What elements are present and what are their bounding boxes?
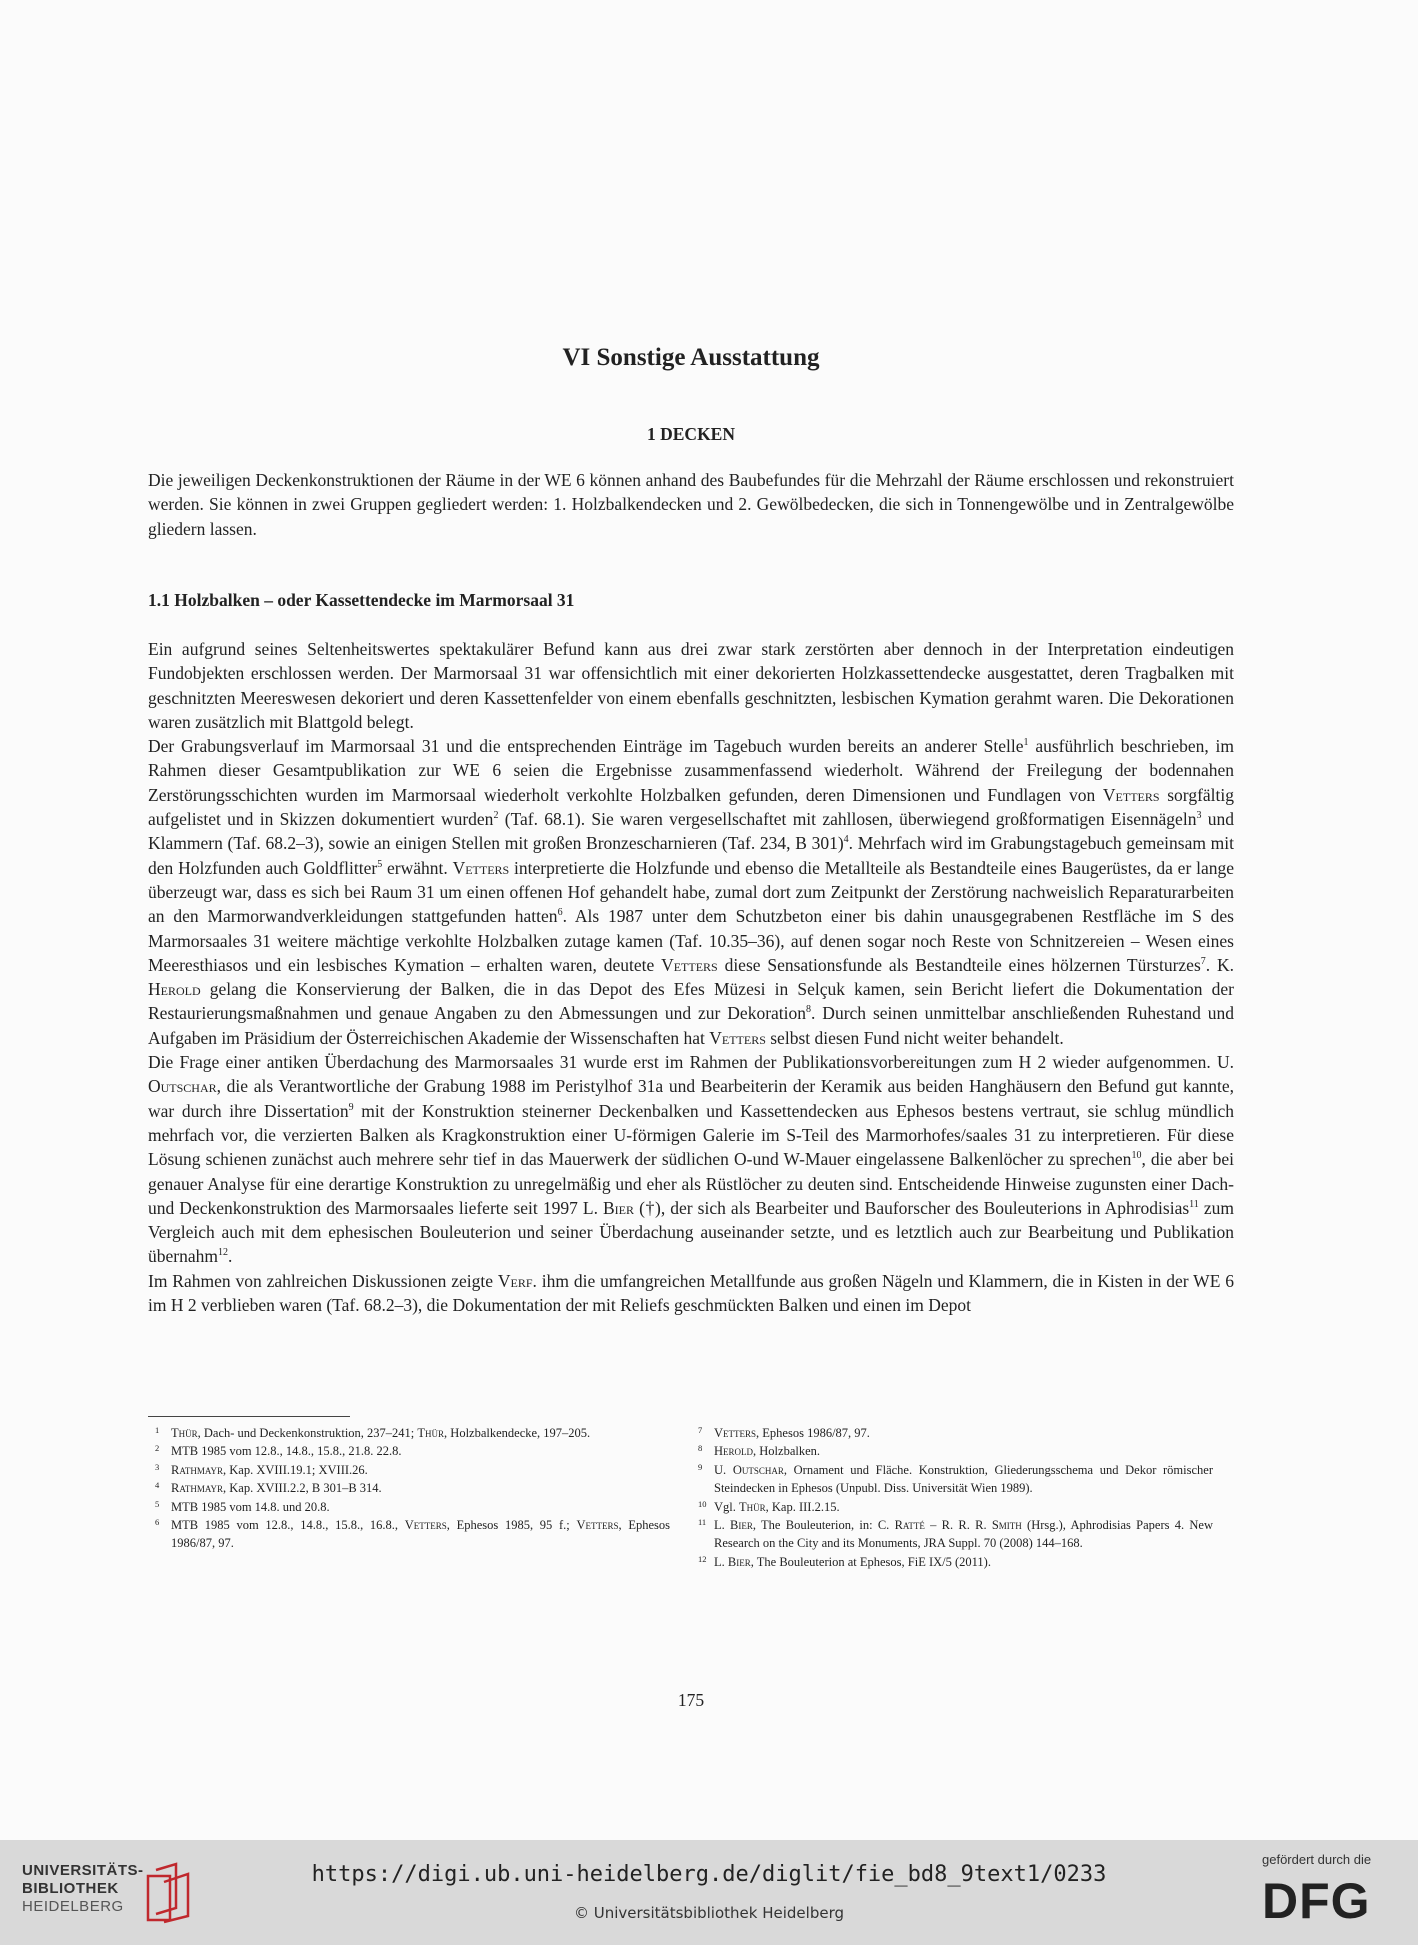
footnote: 3 Rathmayr, Kap. XVIII.19.1; XVIII.26. [155, 1461, 368, 1477]
footnote-ref[interactable]: 11 [1189, 1199, 1199, 1210]
page-number: 175 [677, 1690, 705, 1710]
footnote: 4 Rathmayr, Kap. XVIII.2.2, B 301–B 314. [155, 1480, 382, 1496]
footnote: 10 Vgl. Thür, Kap. III.2.15. [698, 1498, 840, 1514]
footnote-ref[interactable]: 3 [1196, 810, 1202, 822]
intro-paragraph: Die jeweiligen Deckenkonstruktionen der Räume in der WE 6 können anhand des Baubefundes für die Mehrzahl der Räume erschlossen und rekonstruiert werden. Sie können in zwei Gruppen gegliedert werden: 1. Holzbalkendecken und 2. Gewölbedecken, die sich in Tonnengewölbe und in Zentralgewölbe gliedern lassen. [148, 470, 1234, 539]
author-name: Verf. [497, 1270, 537, 1291]
footnote: 6 MTB 1985 vom 12.8., 14.8., 15.8., 16.8., Vetters, Ephesos 1985, 95 f.; Vetters, Ephesos 1986/87, 97. [155, 1517, 670, 1551]
library-name-line2: BIBLIOTHEK [22, 1880, 119, 1897]
footnote-ref[interactable]: 12 [217, 1247, 228, 1259]
footnote-ref[interactable]: 7 [1200, 956, 1206, 968]
footnote-ref[interactable]: 6 [557, 907, 563, 919]
footnote: 12 L. Bier, The Bouleuterion at Ephesos, FiE IX/5 (2011). [698, 1553, 991, 1569]
body-text [148, 637, 1234, 1317]
footnote: 11 L. Bier, The Bouleuterion, in: C. Ratté – R. R. R. Smith (Hrsg.), Aphrodisias Papers 4. New Research on the City and its Monuments, JRA Suppl. 70 (2008) 144–168. [698, 1517, 1214, 1551]
footnote-divider [148, 1416, 350, 1417]
document-url-link[interactable]: https://digi.ub.uni-heidelberg.de/diglit/fie_bd8_9text1/0233 [311, 1862, 1107, 1887]
author-name: Vetters [452, 857, 510, 878]
footnotes-right [698, 1424, 1213, 1571]
paragraph-3: Die Frage einer antiken Überdachung des Marmorsaales 31 wurde erst im Rahmen der Publikationsvorbereitungen zum H 2 wieder aufgenommen. U. Outschar, die als Verantwortliche der Grabung 1988 im Peristylhof 31a und Bearbeiterin der Keramik aus beiden Hanghäusern den Befund gut kannte, war durch ihre Dissertation$^9$ mit der Konstruktion steinerner Deckenbalken und Kassettendecken aus Ephesos bestens vertraut, sie schlug mündlich mehrfach vor, die verzierten Balken als Kragkonstruktion einer U-förmigen Galerie im S-Teil des Marmorhofes/saales 31 zu interpretieren. Für diese Lösung schienen zunächst auch mehrere sehr tief in das Mauerwerk der südlichen O-und W-Mauer eingelassene Balkenlöcher zu sprechen$^{10}$, die aber bei genauer Analyse für eine derartige Konstruktion zu unregelmäßig und eher als Rüstlöcher zu deuten sind. Entscheidende Hinweise zugunsten einer Dach- und Deckenkonstruktion des Marmorsaales lieferte seit 1997 L. Bier (†), der sich als Bearbeiter und Bauforscher des Bouleuterions in Aphrodisias$^{11}$ zum Vergleich auch mit dem ephesischen Bouleuterion und seiner Überdachung auseinander setzte, und es letztlich auch zur Bearbeitung und Publikation übernahm$^{12}$. [148, 1052, 1235, 1267]
author-name: Outschar [148, 1076, 217, 1097]
author-name: Vetters [709, 1027, 766, 1048]
footnote-ref[interactable]: 4 [843, 834, 849, 846]
paragraph-2: Der Grabungsverlauf im Marmorsaal 31 und die entsprechenden Einträge im Tagebuch wurden bereits an anderer Stelle$^1$ ausführlich beschrieben, im Rahmen dieser Gesamtpublikation zur WE 6 seien die Ergebnisse zusammenfassend wiederholt. Während der Freilegung der bodennahen Zerstörungsschichten wurden im Marmorsaal wiederholt verkohlte Holzbalken gefunden, deren Dimensionen und Fundlagen von Vetters sorgfältig aufgelistet und in Skizzen dokumentiert wurden$^2$ (Taf. 68.1). Sie waren vergesellschaftet mit zahllosen, überwiegend großformatigen Eisennägeln$^3$ und Klammern (Taf. 68.2–3), sowie an einigen Stellen mit großen Bronzescharnieren (Taf. 234, B 301)$^4$. Mehrfach wird im Grabungstagebuch gemeinsam mit den Holzfunden auch Goldflitter$^5$ erwähnt. Vetters interpretierte die Holzfunde und ebenso die Metallteile als Bestandteile eines Baugerüstes, da er lange überzeugt war, dass es sich bei Raum 31 um einen offenen Hof gehandelt habe, zumal dort zum Zeitpunkt der Zerstörung nachweislich Reparaturarbeiten an den Marmorwandverkleidungen stattgefunden hatten$^6$. Als 1987 unter dem Schutzbeton einer bis dahin unausgegrabenen Restfläche im S des Marmorsaales 31 weitere mächtige verkohlte Holzbalken zutage kamen (Taf. 10.35–36), auf denen sogar noch Reste von Schnitzereien – Wesen eines Meeresthiasos und ein lesbisches Kymation – erhalten waren, deutete Vetters diese Sensationsfunde als Bestandteile eines hölzernen Türsturzes$^7$. K. Herold gelang die Konservierung der Balken, die in das Depot des Efes Müzesi in Selçuk kamen, sein Bericht liefert die Dokumentation der Restaurierungsmaßnahmen und genaue Angaben zu den Abmessungen und zur Dekoration$^8$. Durch seinen unmittelbar anschließenden Ruhestand und Aufgaben im Präsidium der Österreichischen Akademie der Wissenschaften hat Vetters selbst diesen Fund nicht weiter behandelt. [148, 736, 1235, 1048]
dfg-wordmark: DFG [1262, 1873, 1371, 1929]
copyright-notice: © Universitätsbibliothek Heidelberg [573, 1904, 844, 1922]
footnote-ref[interactable]: 5 [377, 858, 383, 870]
author-name: Bier [603, 1197, 635, 1218]
subsection-title: 1.1 Holzbalken – oder Kassettendecke im Marmorsaal 31 [148, 590, 575, 610]
section-title: 1 DECKEN [647, 424, 735, 444]
footnotes-left [155, 1424, 670, 1553]
footnote-ref[interactable]: 9 [348, 1101, 354, 1113]
paragraph-4: Im Rahmen von zahlreichen Diskussionen zeigte Verf. ihm die umfangreichen Metallfunde aus großen Nägeln und Klammern, die in Kisten in der WE 6 im H 2 verblieben waren (Taf. 68.2–3), die Dokumentation der mit Reliefs geschmückten Balken und einen im Depot [148, 1270, 1234, 1316]
footnote: 9 U. Outschar, Ornament und Fläche. Konstruktion, Gliederungsschema und Dekor römischer Steindecken in Ephesos (Unpubl. Diss. Universität Wien 1989). [698, 1461, 1213, 1496]
viewer-footer [0, 1840, 1418, 1945]
chapter-title: VI Sonstige Ausstattung [562, 344, 820, 371]
funder-caption: gefördert durch die [1262, 1852, 1372, 1867]
footnote-ref[interactable]: 1 [1023, 737, 1029, 749]
footnote: 5 MTB 1985 vom 14.8. und 20.8. [155, 1498, 330, 1514]
library-name-line3: HEIDELBERG [22, 1898, 124, 1915]
footnote: 1 Thür, Dach- und Deckenkonstruktion, 237–241; Thür, Holzbalkendecke, 197–205. [155, 1425, 591, 1440]
footnote-ref[interactable]: 8 [806, 1004, 812, 1016]
dfg-logo[interactable] [1262, 1852, 1402, 1938]
footnote-ref[interactable]: 2 [493, 810, 499, 822]
paragraph-1: Ein aufgrund seines Seltenheitswertes spektakulärer Befund kann aus drei zwar stark zerstörten aber dennoch in der Interpretation eindeutigen Fundobjekten erschlossen werden. Der Marmorsaal 31 war offensichtlich mit einer dekorierten Holzkassettendecke ausgestattet, deren Tragbalken mit geschnitzten Meereswesen dekoriert und deren Kassettenfelder von einem ebenfalls geschnitzten, lesbischen Kymation gerahmt waren. Die Dekorationen waren zusätzlich mit Blattgold belegt. [148, 639, 1234, 732]
footnote: 7 Vetters, Ephesos 1986/87, 97. [698, 1425, 870, 1440]
author-name: Herold [148, 979, 201, 1000]
library-name-line1: UNIVERSITÄTS- [22, 1862, 144, 1879]
footnote: 2 MTB 1985 vom 12.8., 14.8., 15.8., 21.8. 22.8. [155, 1443, 402, 1459]
author-name: Vetters [1102, 784, 1160, 805]
footnote-ref[interactable]: 10 [1131, 1150, 1142, 1162]
author-name: Vetters [661, 954, 718, 975]
footnote: 8 Herold, Holzbalken. [698, 1443, 821, 1459]
